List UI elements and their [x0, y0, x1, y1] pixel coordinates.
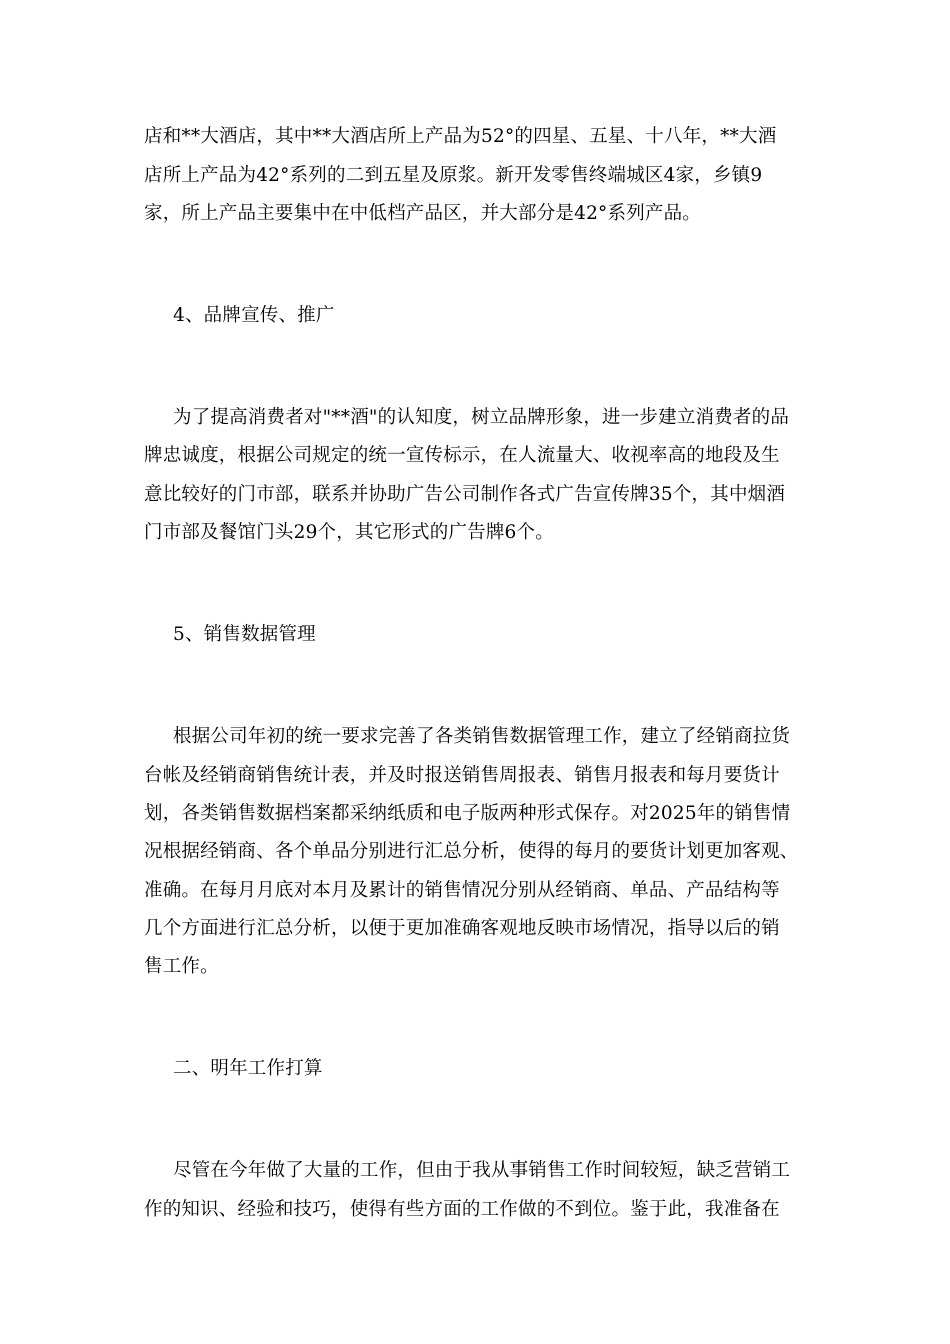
document-page [144, 0, 808, 1344]
text-line: 牌忠诚度，根据公司规定的统一宣传标示，在人流量大、收视率高的地段及生 [144, 445, 780, 466]
text-line: 台帐及经销商销售统计表，并及时报送销售周报表、销售月报表和每月要货计 [144, 765, 780, 786]
section-heading-sales-data: 5、销售数据管理 [173, 624, 316, 645]
section-heading-next-year-plan: 二、明年工作打算 [173, 1058, 323, 1079]
text-line: 意比较好的门市部，联系并协助广告公司制作各式广告宣传牌35个，其中烟酒 [144, 484, 786, 505]
text-line: 根据公司年初的统一要求完善了各类销售数据管理工作，建立了经销商拉货 [173, 726, 791, 747]
text-line: 划，各类销售数据档案都采纳纸质和电子版两种形式保存。对2025年的销售情 [144, 803, 791, 824]
text-line: 为了提高消费者对"**酒"的认知度，树立品牌形象，进一步建立消费者的品 [173, 407, 790, 428]
text-line: 家，所上产品主要集中在中低档产品区，并大部分是42°系列产品。 [144, 203, 701, 224]
text-line: 店和**大酒店，其中**大酒店所上产品为52°的四星、五星、十八年，**大酒 [144, 126, 777, 147]
text-line: 准确。在每月月底对本月及累计的销售情况分别从经销商、单品、产品结构等 [144, 880, 780, 901]
text-line: 尽管在今年做了大量的工作，但由于我从事销售工作时间较短，缺乏营销工 [173, 1160, 791, 1181]
text-line: 况根据经销商、各个单品分别进行汇总分析，使得的每月的要货计划更加客观、 [144, 841, 799, 862]
text-line: 店所上产品为42°系列的二到五星及原浆。新开发零售终端城区4家，乡镇9 [144, 165, 763, 186]
text-line: 门市部及餐馆门头29个，其它形式的广告牌6个。 [144, 522, 554, 543]
text-line: 几个方面进行汇总分析，以便于更加准确客观地反映市场情况，指导以后的销 [144, 918, 780, 939]
text-line: 售工作。 [144, 956, 219, 977]
text-line: 作的知识、经验和技巧，使得有些方面的工作做的不到位。鉴于此，我准备在 [144, 1199, 780, 1220]
section-heading-brand-promotion: 4、品牌宣传、推广 [173, 305, 335, 326]
